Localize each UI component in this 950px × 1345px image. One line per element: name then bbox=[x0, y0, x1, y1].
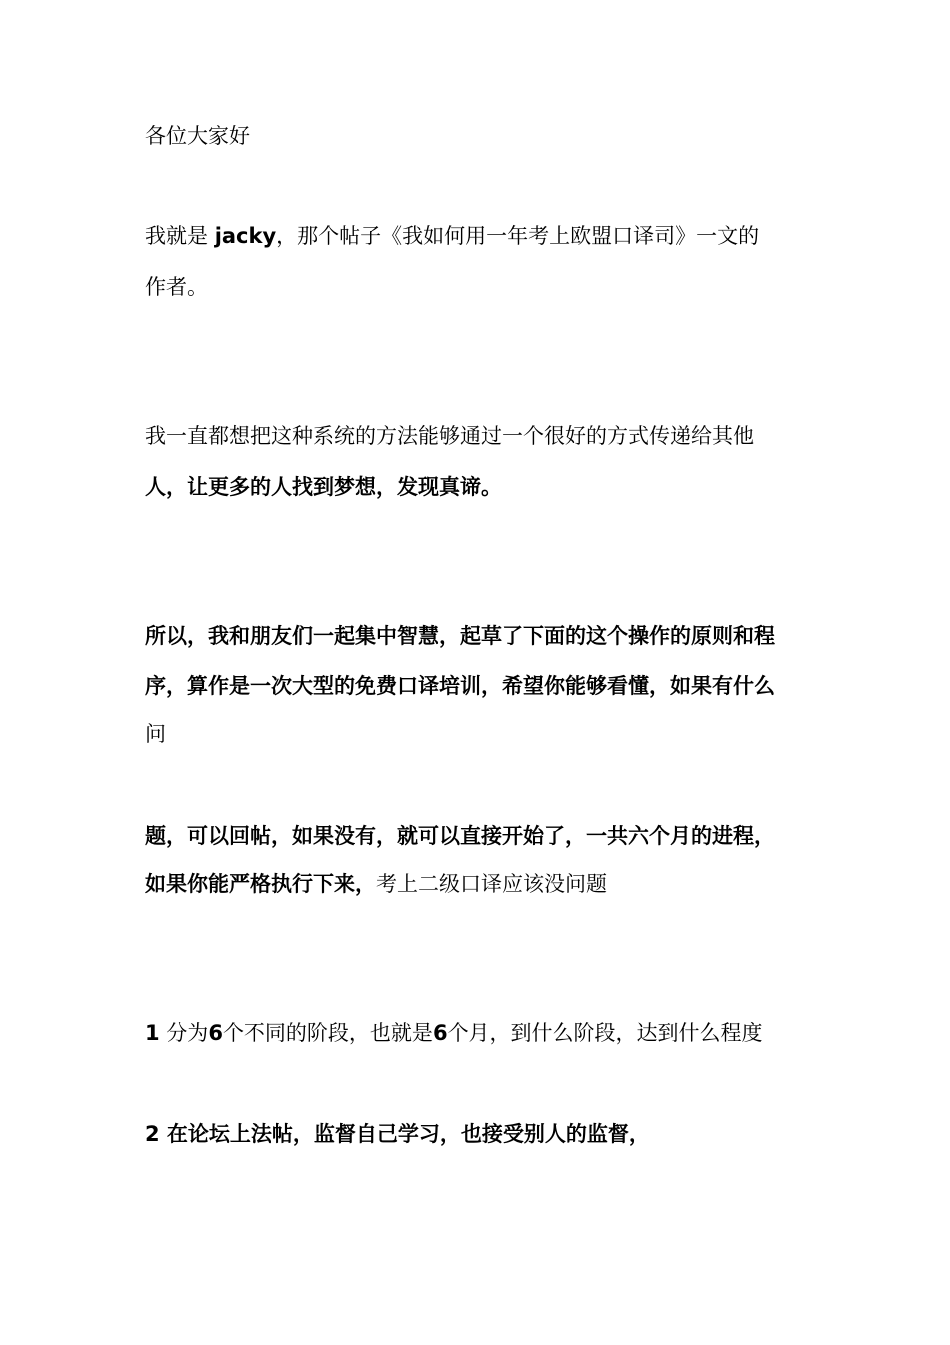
paragraph-3-text-2: 序，算作是一次大型的免费口译培训，希望你能够看懂，如果有什么 bbox=[145, 673, 775, 698]
intro-text-a: 我就是 bbox=[145, 224, 215, 248]
list-item-1-text-b: 个不同的阶段，也就是 bbox=[222, 1021, 433, 1045]
paragraph-3-line-3 bbox=[145, 720, 815, 748]
paragraph-2-line-1 bbox=[145, 422, 815, 450]
author-name: jacky bbox=[214, 224, 277, 248]
paragraph-3-text-1: 所以，我和朋友们一起集中智慧，起草了下面的这个操作的原则和程 bbox=[145, 623, 775, 648]
paragraph-4-text-2a: 如果你能严格执行下来， bbox=[145, 871, 376, 896]
list-item-1-months-number-a: 6 bbox=[208, 1021, 223, 1045]
list-item-1-text-c: 个月，到什么阶段，达到什么程度 bbox=[447, 1021, 763, 1045]
paragraph-2-text-1: 我一直都想把这种系统的方法能够通过一个很好的方式传递给其他 bbox=[145, 424, 754, 448]
paragraph-4-text-1: 题，可以回帖，如果没有，就可以直接开始了，一共六个月的进程， bbox=[145, 823, 775, 848]
paragraph-2-line-2 bbox=[145, 473, 815, 501]
paragraph-4-line-1 bbox=[145, 822, 815, 850]
paragraph-3-line-1 bbox=[145, 622, 815, 650]
paragraph-4-line-2 bbox=[145, 870, 815, 898]
list-item-1-text-a: 分为 bbox=[159, 1021, 209, 1045]
list-item-2-number: 2 bbox=[145, 1122, 160, 1146]
paragraph-2-text-2: 人，让更多的人找到梦想，发现真谛。 bbox=[145, 474, 502, 499]
list-item-1-number: 1 bbox=[145, 1021, 160, 1045]
list-item-1 bbox=[145, 1019, 815, 1047]
intro-text-c: 作者。 bbox=[145, 275, 208, 299]
greeting-line bbox=[145, 122, 815, 150]
greeting-text: 各位大家好 bbox=[145, 124, 250, 148]
paragraph-4-text-2b: 考上二级口译应该没问题 bbox=[376, 872, 607, 896]
intro-line-1 bbox=[145, 222, 815, 250]
list-item-2 bbox=[145, 1120, 815, 1148]
list-item-1-months-number-b: 6 bbox=[432, 1021, 448, 1045]
list-item-2-text: 在论坛上法帖，监督自己学习，也接受别人的监督， bbox=[159, 1121, 650, 1146]
intro-line-2 bbox=[145, 273, 815, 301]
paragraph-3-line-2 bbox=[145, 672, 815, 700]
paragraph-3-text-3: 问 bbox=[145, 722, 166, 746]
intro-text-b: ，那个帖子《我如何用一年考上欧盟口译司》一文的 bbox=[276, 224, 760, 248]
